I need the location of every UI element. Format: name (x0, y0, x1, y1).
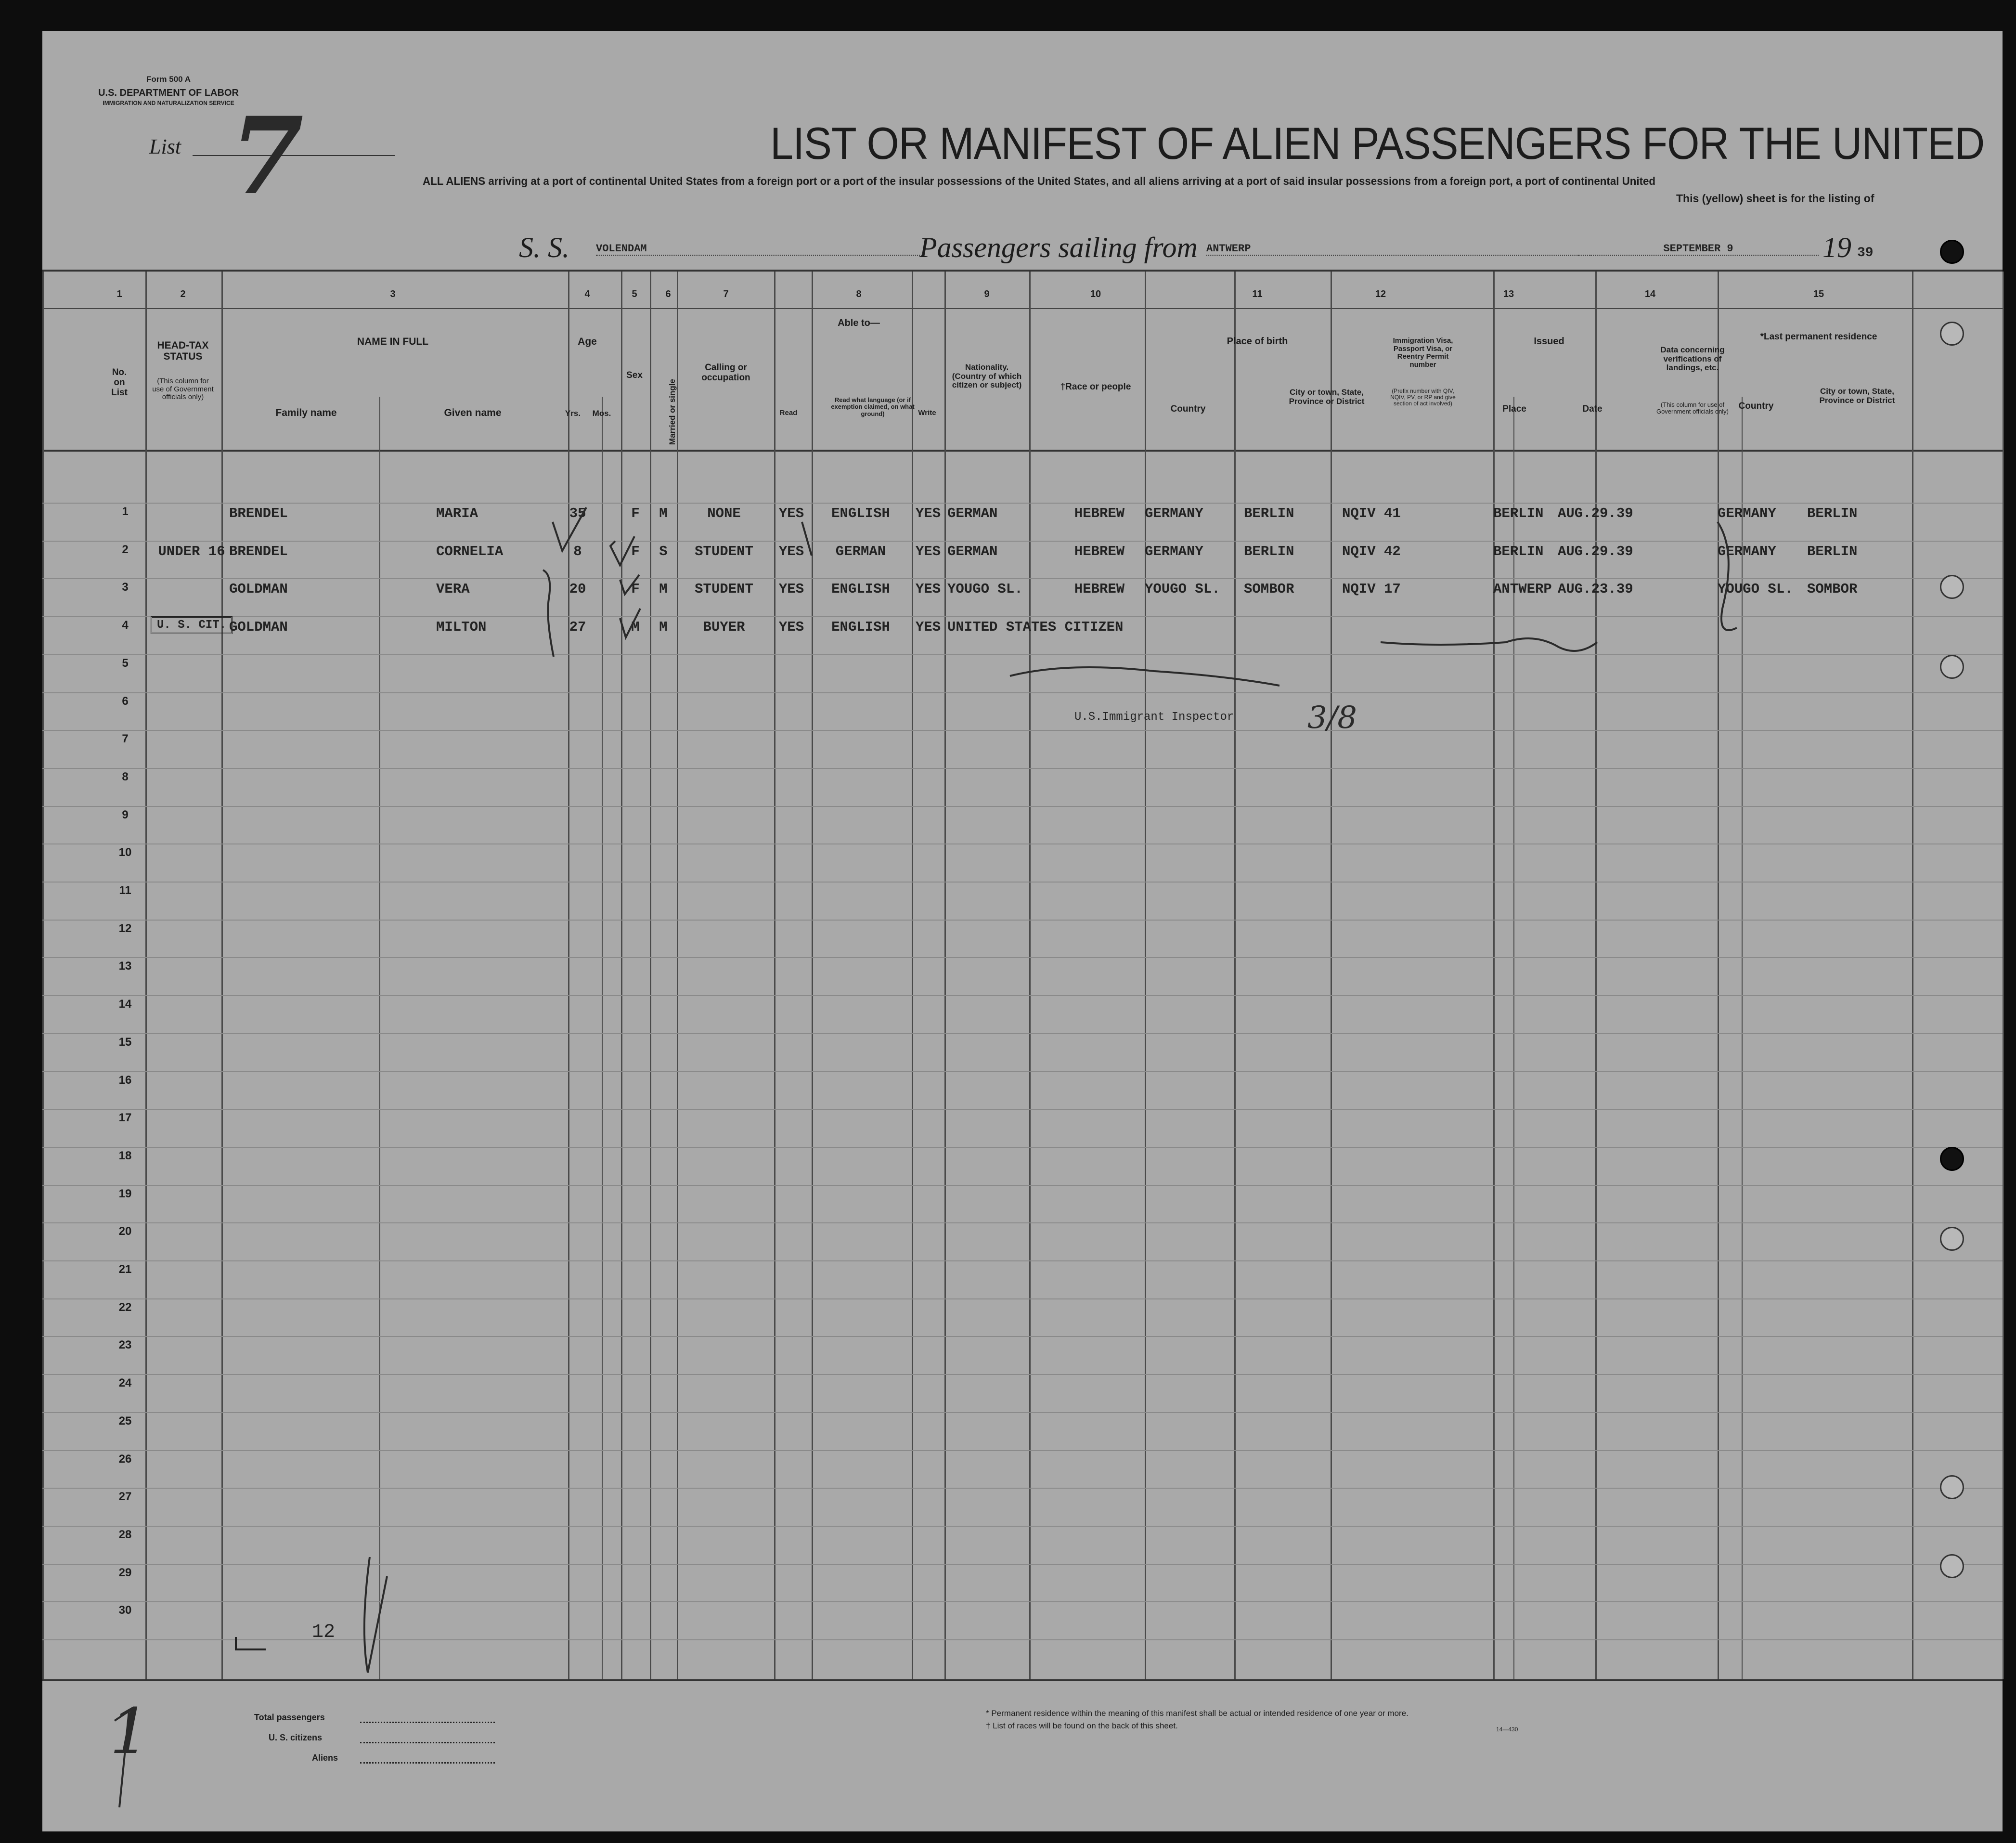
row-number: 19 (118, 1187, 132, 1200)
header-family-name: Family name (275, 407, 337, 418)
cell-ms: M (659, 581, 668, 597)
footer-note-residence: * Permanent residence within the meaning of this manifest shall be actual or intended residence of one year or more. (986, 1709, 1409, 1718)
cell-occupation: STUDENT (695, 543, 753, 559)
header-last-residence: *Last permanent residence (1760, 332, 1877, 342)
row-number: 11 (119, 884, 131, 897)
column-number: 1 (116, 289, 122, 299)
inspector-signature-stroke (1010, 667, 1279, 686)
column-number: 9 (984, 289, 990, 299)
row-number: 8 (122, 770, 129, 783)
ss-label: S. S. (519, 232, 569, 263)
punch-hole (1940, 1147, 1964, 1171)
cell-race: HEBREW (1074, 543, 1125, 559)
punch-hole (1940, 575, 1964, 599)
cell-issued-date: AUG.29.39 (1558, 543, 1633, 559)
header-res-city: City or town, State, Province or District (1819, 387, 1895, 405)
column-number: 12 (1375, 289, 1386, 299)
ship-name: VOLENDAM (596, 243, 923, 256)
cell-yrs: 8 (573, 543, 582, 559)
header-issued: Issued (1534, 336, 1564, 347)
cell-race: HEBREW (1074, 506, 1125, 521)
cell-sex: F (631, 581, 640, 597)
cell-write: YES (915, 506, 941, 521)
cell-birth-country: GERMANY (1145, 506, 1203, 521)
sailing-label: Passengers sailing from (919, 232, 1198, 263)
cell-res-city: SOMBOR (1807, 581, 1858, 597)
header-head-tax-note: (This column for use of Government officials only) (152, 377, 214, 401)
subtitle-line2: This (yellow) sheet is for the listing of (1676, 192, 1874, 205)
punch-hole (1940, 1554, 1964, 1578)
cell-read: YES (778, 543, 804, 559)
check-mark-1 (553, 507, 586, 551)
check-mark-3 (620, 575, 639, 594)
row-number: 27 (118, 1490, 132, 1504)
cell-occupation: BUYER (703, 619, 745, 636)
column-number: 8 (856, 289, 862, 299)
cell-birth-city: BERLIN (1244, 506, 1294, 521)
column-number: 2 (180, 289, 186, 299)
row-number: 7 (122, 732, 129, 746)
service-name: IMMIGRATION AND NATURALIZATION SERVICE (103, 100, 234, 106)
header-no-on-list: No. on List (111, 367, 128, 398)
cell-family: GOLDMAN (229, 619, 288, 636)
row-number: 26 (118, 1452, 132, 1466)
header-visa-note: (Prefix number with QIV, NQIV, PV, or RP and give section of act involved) (1390, 388, 1456, 407)
header-able-to: Able to— (838, 318, 880, 328)
cell-ms: M (659, 506, 668, 521)
residence-mark (1718, 522, 1737, 630)
header-calling: Calling or occupation (701, 363, 750, 383)
signature-stroke-2 (1381, 638, 1597, 651)
punch-hole (1940, 322, 1964, 346)
cell-race: HEBREW (1074, 581, 1125, 597)
punch-hole (1940, 240, 1964, 264)
column-number: 3 (390, 289, 396, 299)
row-number: 13 (118, 960, 132, 973)
footer-form-code: 14—430 (1496, 1726, 1518, 1733)
aliens-line (360, 1762, 495, 1764)
row-number: 16 (118, 1073, 132, 1087)
department-name: U.S. DEPARTMENT OF LABOR (98, 88, 239, 98)
list-number: 7 (230, 93, 304, 218)
cell-read: YES (778, 581, 804, 597)
cell-res-country: GERMANY (1718, 506, 1776, 521)
header-landing-note: (This column for use of Government officials only) (1656, 401, 1729, 415)
handwriting-layer (42, 31, 2003, 1831)
cell-head-tax: UNDER 16 (158, 543, 225, 559)
row-number: 18 (118, 1149, 132, 1162)
cell-sex: M (631, 619, 640, 636)
cell-visa: NQIV 42 (1342, 543, 1401, 559)
header-place-of-birth: Place of birth (1227, 336, 1288, 347)
punch-hole (1940, 655, 1964, 679)
cell-visa: NQIV 41 (1342, 506, 1401, 521)
column-number: 7 (723, 289, 729, 299)
bracket-mark (543, 570, 554, 657)
cell-family: BRENDEL (229, 506, 288, 521)
cell-issued-date: AUG.23.39 (1558, 581, 1633, 597)
cell-res-country: GERMANY (1718, 543, 1776, 559)
row-number: 23 (118, 1338, 132, 1352)
row-number: 10 (118, 846, 132, 859)
port-name: ANTWERP (1206, 243, 1591, 256)
manifest-sheet (42, 31, 2003, 1831)
header-nationality: Nationality. (Country of which citizen or subject) (952, 363, 1022, 390)
row-number: 29 (118, 1566, 132, 1579)
row-number: 25 (118, 1414, 132, 1428)
manifest-title: LIST OR MANIFEST OF ALIEN PASSENGERS FOR THE UNITED (770, 118, 1985, 169)
row-number: 30 (118, 1604, 132, 1617)
header-read-language: Read what language (or if exemption claimed, on what ground) (831, 396, 915, 417)
subtitle-line1: ALL ALIENS arriving at a port of continental United States from a foreign port or a port of the insular possessions of the United States, and all aliens arriving at a port of said insular possessions from a foreign port, a port of continental United (423, 175, 1656, 187)
cell-language: ENGLISH (831, 581, 890, 597)
cell-issued-date: AUG.29.39 (1558, 506, 1633, 521)
footer-total-passengers: Total passengers (254, 1713, 325, 1722)
cell-write: YES (915, 581, 941, 597)
row-number: 15 (118, 1035, 132, 1049)
cell-birth-city: BERLIN (1244, 543, 1294, 559)
cell-language: ENGLISH (831, 506, 890, 521)
header-visa: Immigration Visa, Passport Visa, or Reentry Permit number (1393, 337, 1453, 369)
row-number: 5 (122, 656, 129, 670)
cell-given: MILTON (436, 619, 487, 636)
cell-given: MARIA (436, 506, 478, 521)
cell-nationality: UNITED STATES CITIZEN (947, 619, 1124, 636)
header-read: Read (779, 409, 798, 417)
row-number: 20 (118, 1225, 132, 1238)
cell-res-city: BERLIN (1807, 506, 1858, 521)
punch-hole (1940, 1475, 1964, 1499)
year-prefix: 19 (1822, 232, 1851, 263)
header-birth-country: Country (1170, 404, 1206, 414)
year-suffix: 39 (1857, 246, 1874, 260)
column-number: 10 (1090, 289, 1101, 299)
cell-occupation: STUDENT (695, 581, 753, 597)
cell-write: YES (915, 543, 941, 559)
tally-bracket (235, 1637, 266, 1650)
cell-birth-country: YOUGO SL. (1145, 581, 1220, 597)
cell-nationality: YOUGO SL. (947, 581, 1023, 597)
cell-visa: NQIV 17 (1342, 581, 1401, 597)
cell-ms: M (659, 619, 668, 636)
cell-ms: S (659, 543, 668, 559)
us-citizens-line (360, 1742, 495, 1743)
row-number: 1 (122, 505, 129, 518)
column-number: 13 (1503, 289, 1514, 299)
header-mos: Mos. (592, 409, 611, 418)
cell-occupation: NONE (707, 506, 741, 521)
cell-read: YES (778, 619, 804, 636)
cell-res-city: BERLIN (1807, 543, 1858, 559)
cell-sex: F (631, 543, 640, 559)
row-number: 6 (122, 694, 129, 708)
cell-nationality: GERMAN (947, 543, 998, 559)
punch-hole (1940, 1227, 1964, 1251)
column-number: 14 (1644, 289, 1656, 299)
cell-issued-place: BERLIN (1493, 543, 1544, 559)
cell-yrs: 27 (569, 619, 586, 636)
corner-mark: 1 (110, 1695, 150, 1768)
check-mark-4 (620, 609, 640, 637)
header-race: †Race or people (1060, 382, 1131, 392)
read-check-mark (802, 522, 812, 556)
row-number: 28 (118, 1528, 132, 1541)
row-number: 3 (122, 581, 129, 594)
row-number: 21 (118, 1263, 132, 1276)
cell-write: YES (915, 619, 941, 636)
header-name-in-full: NAME IN FULL (357, 336, 429, 347)
list-label: List (149, 135, 181, 158)
header-yrs: Yrs. (565, 409, 581, 418)
header-age: Age (578, 336, 597, 347)
cell-yrs: 20 (569, 581, 586, 597)
column-number: 6 (665, 289, 671, 299)
footer-aliens: Aliens (312, 1753, 338, 1763)
cell-family: GOLDMAN (229, 581, 288, 597)
header-issued-date: Date (1582, 404, 1602, 414)
header-married: Married or single (668, 379, 677, 445)
cell-birth-country: GERMANY (1145, 543, 1203, 559)
cell-given: VERA (436, 581, 470, 597)
sailing-date: SEPTEMBER 9 (1578, 243, 1819, 256)
header-landing: Data concerning verifications of landings, etc. (1660, 345, 1725, 373)
footer-us-citizens: U. S. citizens (269, 1733, 323, 1742)
header-res-country: Country (1738, 401, 1774, 411)
row-number: 12 (118, 922, 132, 935)
column-number: 15 (1813, 289, 1824, 299)
column-number: 5 (632, 289, 637, 299)
cell-family: BRENDEL (229, 543, 288, 559)
header-head-tax: HEAD-TAX STATUS (157, 340, 209, 363)
cell-nationality: GERMAN (947, 506, 998, 521)
inspector-stamp: U.S.Immigrant Inspector (1074, 711, 1234, 724)
column-number: 4 (584, 289, 590, 299)
row-number: 9 (122, 808, 129, 821)
header-write: Write (918, 409, 936, 417)
cell-read: YES (778, 506, 804, 521)
row-number: 2 (122, 543, 129, 556)
row-number: 24 (118, 1376, 132, 1390)
cell-given: CORNELIA (436, 543, 504, 559)
tally-mark (364, 1557, 387, 1673)
cell-yrs: 35 (569, 506, 586, 521)
footer-note-races: † List of races will be found on the back of this sheet. (986, 1721, 1178, 1730)
cell-issued-place: BERLIN (1493, 506, 1544, 521)
cell-language: GERMAN (835, 543, 886, 559)
inspector-note: 3/8 (1307, 700, 1357, 736)
cell-sex: F (631, 506, 640, 521)
tally-count: 12 (312, 1622, 336, 1643)
cell-language: ENGLISH (831, 619, 890, 636)
total-passengers-line (360, 1722, 495, 1723)
row-number: 14 (118, 998, 132, 1011)
cell-res-country: YOUGO SL. (1718, 581, 1793, 597)
header-sex: Sex (626, 370, 643, 380)
row-number: 4 (122, 619, 129, 632)
column-number: 11 (1252, 289, 1263, 299)
header-given-name: Given name (444, 407, 502, 418)
cell-birth-city: SOMBOR (1244, 581, 1294, 597)
cell-head-tax: U. S. CIT. (151, 616, 233, 634)
form-number: Form 500 A (146, 75, 191, 84)
check-mark-2 (610, 536, 634, 565)
row-number: 22 (118, 1300, 132, 1314)
cell-issued-place: ANTWERP (1493, 581, 1552, 597)
header-issued-place: Place (1502, 404, 1526, 414)
column-divider (2003, 272, 2004, 1679)
header-birth-city: City or town, State, Province or District (1289, 388, 1365, 406)
row-number: 17 (118, 1111, 132, 1125)
